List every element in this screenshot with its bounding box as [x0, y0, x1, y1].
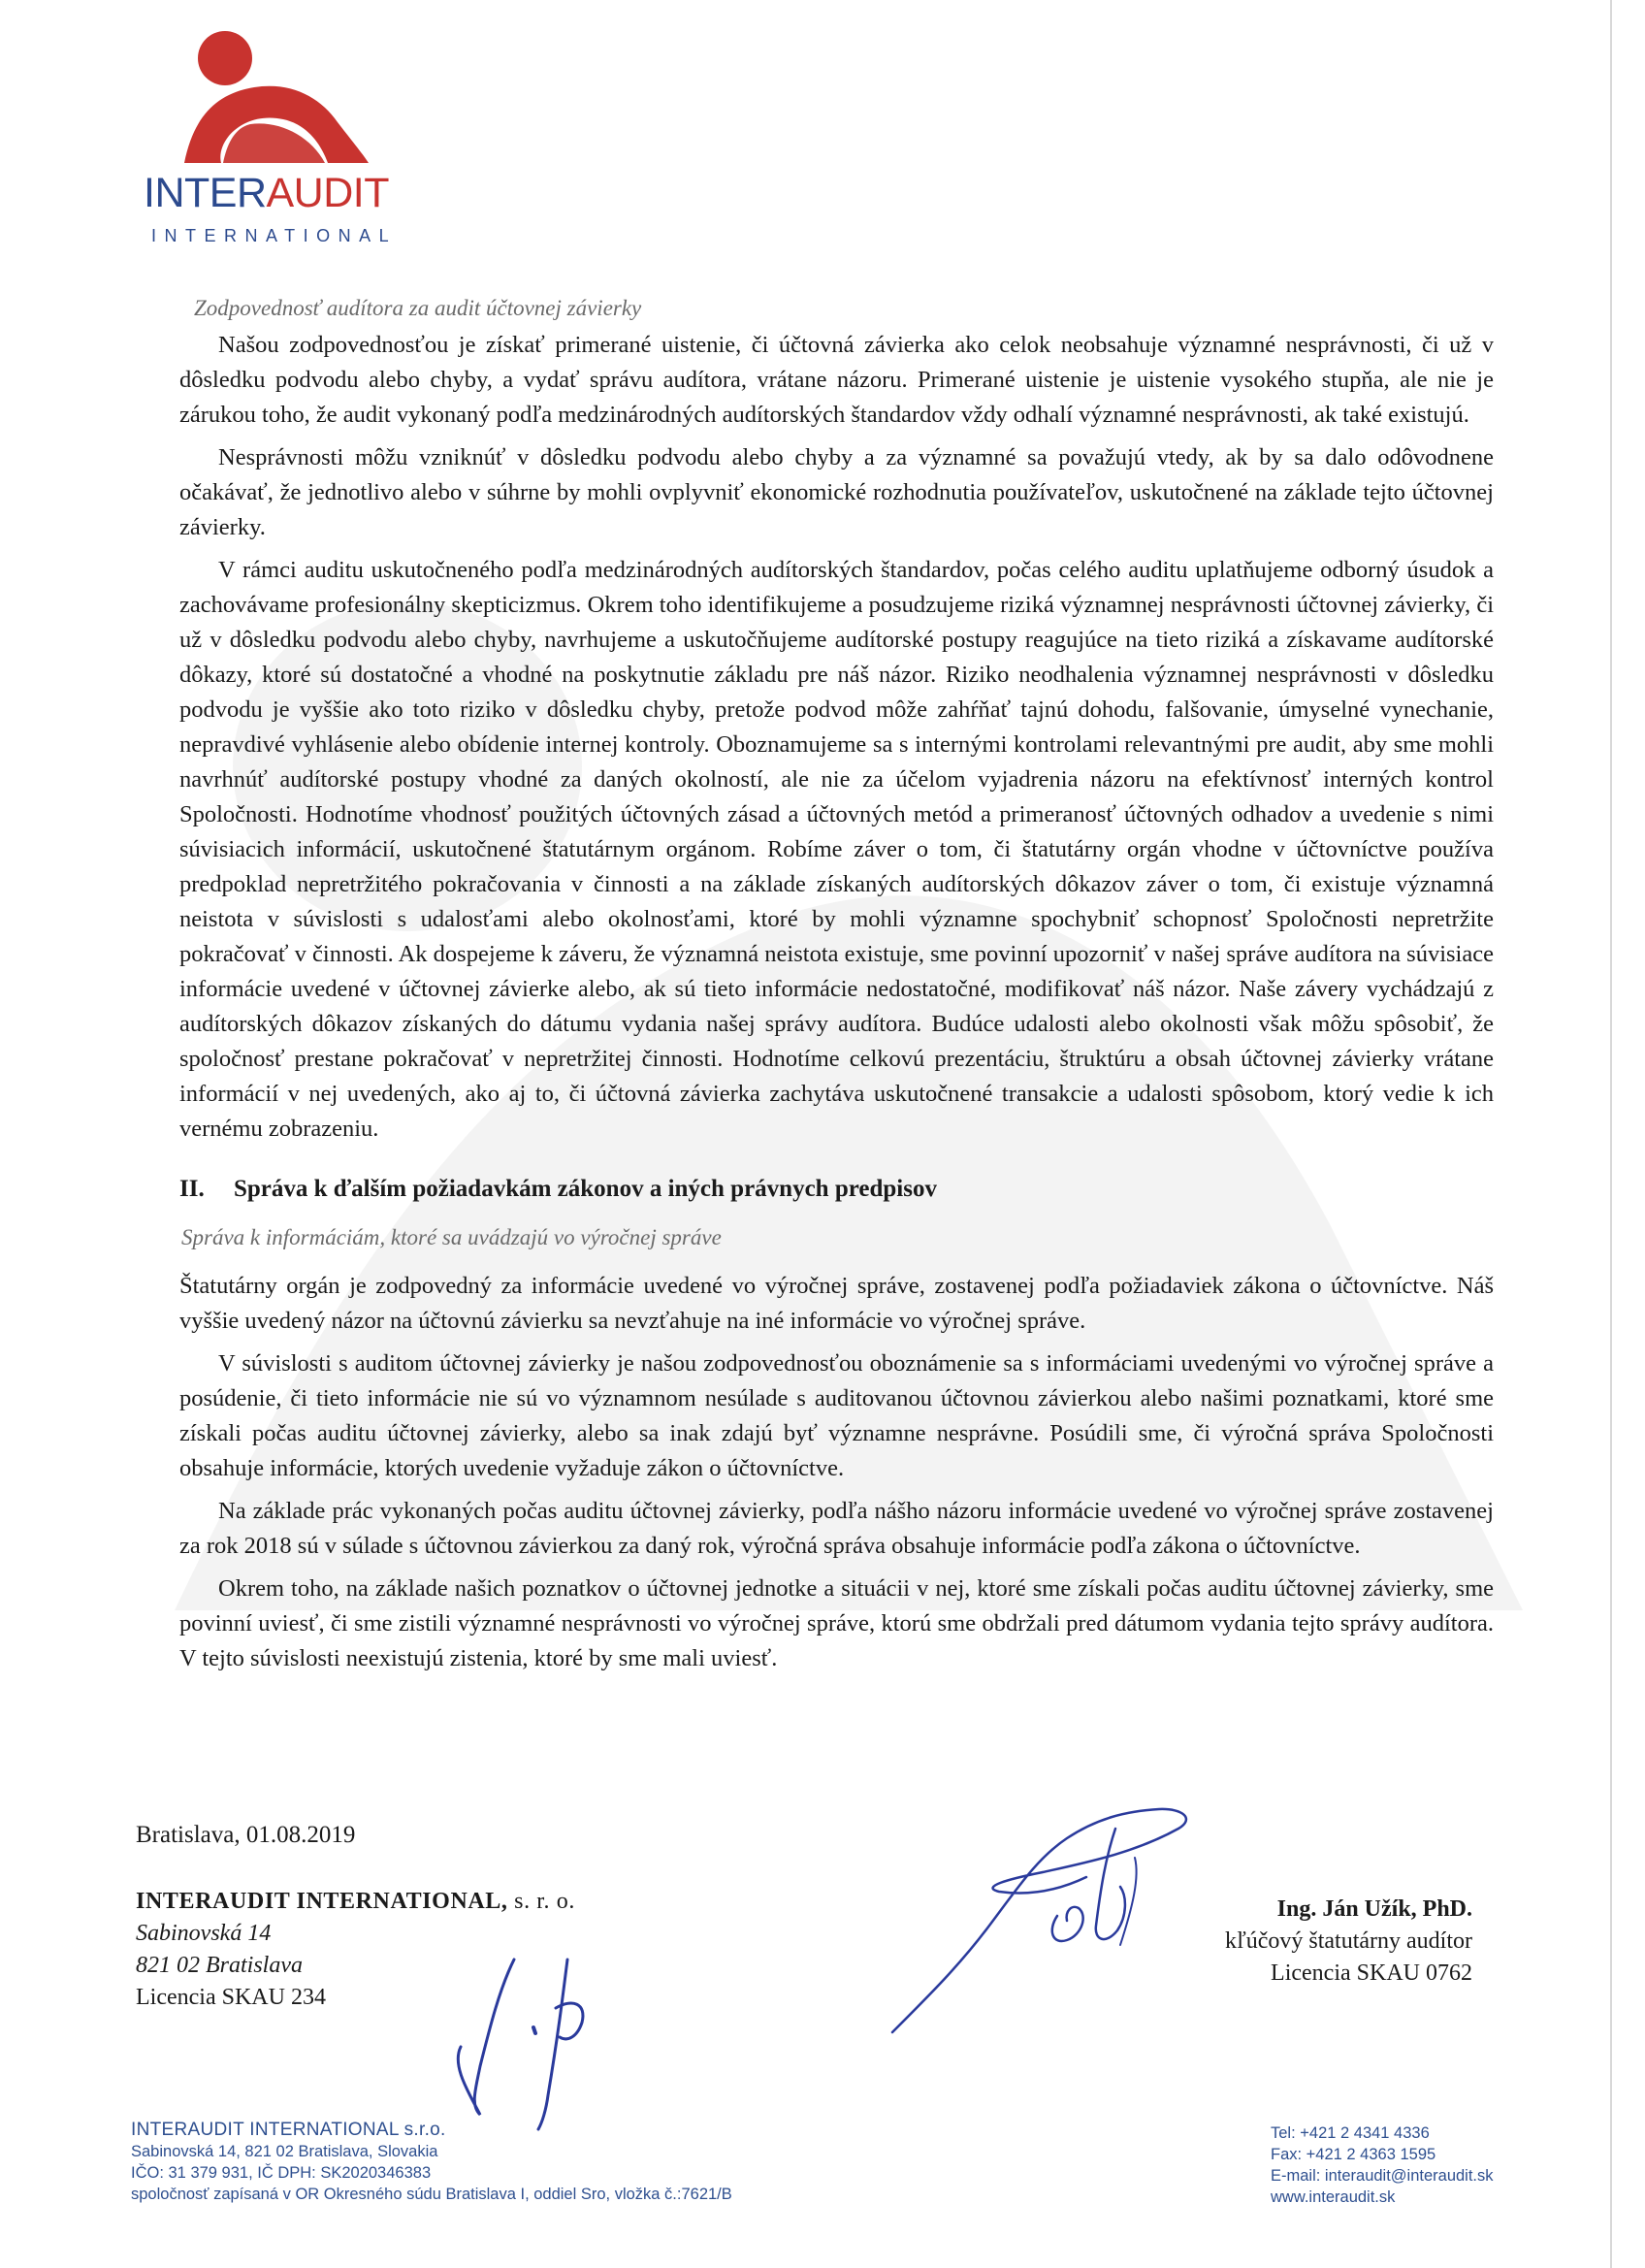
- firm-license: Licencia SKAU 234: [136, 1985, 326, 2010]
- firm-legal-suffix: s. r. o.: [514, 1889, 575, 1914]
- paragraph-text: V súvislosti s auditom účtovnej závierky je našou zodpovednosťou oboznámenie sa s informáciami uvedenými vo výročnej správe a posúdenie, či tieto informácie nie sú vo významnom nesúlade s auditovanou účtovnou závierkou alebo našimi poznatkami, ktoré sme získali počas auditu účtovnej závierky, alebo sa inak zdajú byť významne nesprávne. Posúdili sme, či výročná správa Spoločnosti obsahuje informácie, ktorých uvedenie vyžaduje zákon o účtovníctve.: [179, 1350, 1494, 1481]
- logo-subtitle: INTERNATIONAL: [151, 226, 398, 245]
- section2-paragraph: [179, 1346, 1494, 1486]
- firm-city: 821 02 Bratislava: [136, 1953, 303, 1978]
- scan-page-edge: [1610, 0, 1612, 2268]
- paragraph-text: Nesprávnosti môžu vzniknúť v dôsledku podvodu alebo chyby a za významné sa považujú vtedy, ak by sa dalo odôvodnene očakávať, že jednotlivo alebo v súhrne by mohli ovplyvniť ekonomické rozhodnutia používateľov, uskutočnené na základe tejto účtovnej závierky.: [179, 444, 1494, 540]
- auditor-signature: [873, 1799, 1203, 2042]
- section1-paragraph: [179, 440, 1494, 545]
- section2-paragraph: [179, 1494, 1494, 1564]
- auditor-license: Licencia SKAU 0762: [1271, 1960, 1472, 1986]
- section2-paragraph: [179, 1269, 1494, 1339]
- section1-paragraph: [179, 328, 1494, 433]
- firm-name-text: INTERAUDIT INTERNATIONAL,: [136, 1889, 508, 1914]
- auditor-role: kľúčový štatutárny audítor: [1224, 1928, 1472, 1954]
- logo-wordmark-audit: AUDIT: [266, 170, 389, 216]
- footer-register: spoločnosť zapísaná v OR Okresného súdu Bratislava I, oddiel Sro, vložka č.:7621/B: [131, 2186, 732, 2203]
- footer-contacts: [1271, 2122, 1494, 2208]
- firm-name: [136, 1886, 575, 1918]
- footer-address: Sabinovská 14, 821 02 Bratislava, Slovakia: [131, 2143, 438, 2160]
- auditor-block: [1225, 1894, 1472, 1990]
- section1-paragraph: [179, 553, 1494, 1147]
- audit-firm-block: [136, 1886, 575, 2014]
- section2-title-text: Správa k ďalším požiadavkám zákonov a iných právnych predpisov: [234, 1176, 937, 1202]
- paragraph-text: V rámci auditu uskutočneného podľa medzinárodných audítorských štandardov, počas celého auditu uplatňujeme odborný úsudok a zachovávame profesionálny skepticizmus. Okrem toho identifikujeme a posudzujeme riziká významnej nesprávnosti účtovnej závierky, či už v dôsledku podvodu alebo chyby, navrhujeme a uskutočňujeme audítorské postupy reagujúce na tieto riziká a získavame audítorské dôkazy, ktoré sú dostatočné a vhodné na poskytnutie základu pre náš názor. Riziko neodhalenia významnej nesprávnosti v dôsledku podvodu je vyššie ako toto riziko v dôsledku chyby, pretože podvod môže zahŕňať tajnú dohodu, falšovanie, úmyselné vynechanie, nepravdivé vyhlásenie alebo obídenie internej kontroly. Oboznamujeme sa s internými kontrolami relevantnými pre audit, aby sme mohli navrhnúť audítorské postupy vhodné za daných okolností, ale nie za účelom vyjadrenia názoru na efektívnosť interných kontrol Spoločnosti. Hodnotíme vhodnosť použitých účtovných zásad a účtovných metód a primeranosť účtovných odhadov a uvedenie s nimi súvisiacich informácií, uskutočnené štatutárnym orgánom. Robíme záver o tom, či štatutárny orgán vhodne v účtovníctve používa predpoklad nepretržitého pokračovania v činnosti a na základe získaných audítorských dôkazov záver o tom, či existuje významná neistota v súvislosti s udalosťami alebo okolnosťami, ktoré by mohli významne spochybniť schopnosť Spoločnosti nepretržite pokračovať v činnosti. Ak dospejeme k záveru, že významná neistota existuje, sme povinní upozorniť v našej správe audítora na súvisiace informácie uvedené v účtovnej závierke alebo, ak sú tieto informácie nedostatočné, modifikovať náš názor. Naše závery vychádzajú z audítorských dôkazov získaných do dátumu vydania našej správy audítora. Budúce udalosti alebo okolnosti však môžu spôsobiť, že spoločnosť prestane pokračovať v nepretržitej činnosti. Hodnotíme celkovú prezentáciu, štruktúru a obsah účtovnej závierky vrátane informácií v nej uvedených, ako aj to, či účtovná závierka zachytáva uskutočnené transakcie a udalosti spôsobom, ktorý vedie k ich vernému zobrazeniu.: [179, 557, 1494, 1142]
- company-logo: [136, 27, 417, 245]
- paragraph-text: Štatutárny orgán je zodpovedný za informácie uvedené vo výročnej správe, zostavenej podľa požiadaviek zákona o účtovníctve. Náš vyššie uvedený názor na účtovnú závierku sa nevzťahuje na iné informácie vo výročnej správe.: [179, 1273, 1494, 1334]
- auditor-name: Ing. Ján Užík, PhD.: [1276, 1896, 1472, 1922]
- footer-company-name: INTERAUDIT INTERNATIONAL s.r.o.: [131, 2120, 446, 2140]
- firm-street: Sabinovská 14: [136, 1921, 272, 1946]
- logo-mark-icon: [165, 27, 369, 163]
- section2-paragraph: [179, 1571, 1494, 1676]
- report-body: [179, 291, 1494, 1684]
- footer-phone: Tel: +421 2 4341 4336: [1271, 2124, 1430, 2142]
- section2-subheading: Správa k informáciám, ktoré sa uvádzajú vo výročnej správe: [181, 1225, 722, 1249]
- section2-title: [179, 1172, 1494, 1207]
- place-and-date: Bratislava, 01.08.2019: [136, 1822, 356, 1848]
- section1-subheading: Zodpovednosť audítora za audit účtovnej závierky: [194, 296, 642, 320]
- logo-wordmark-inter: INTER: [144, 170, 267, 216]
- paragraph-text: Na základe prác vykonaných počas auditu účtovnej závierky, podľa nášho názoru informácie uvedené vo výročnej správe zostavenej za rok 2018 sú v súlade s účtovnou závierkou za daný rok, výročná správa obsahuje informácie podľa zákona o účtovníctve.: [179, 1498, 1494, 1559]
- footer-company-info: [131, 2120, 732, 2205]
- paragraph-text: Našou zodpovednosťou je získať primerané uistenie, či účtovná závierka ako celok neobsahuje významné nesprávnosti, či už v dôsledku podvodu alebo chyby, a vydať správu audítora, vrátane názoru. Primerané uistenie je uistenie vysokého stupňa, ale nie je zárukou toho, že audit vykonaný podľa medzinárodných audítorských štandardov vždy odhalí významné nesprávnosti, ak také existujú.: [179, 332, 1494, 428]
- footer-website[interactable]: www.interaudit.sk: [1271, 2188, 1396, 2206]
- footer-ids: IČO: 31 379 931, IČ DPH: SK2020346383: [131, 2164, 432, 2182]
- section2-number: II.: [179, 1176, 205, 1202]
- footer-fax: Fax: +421 2 4363 1595: [1271, 2146, 1436, 2163]
- paragraph-text: Okrem toho, na základe našich poznatkov o účtovnej jednotke a situácii v nej, ktoré sme získali počas auditu účtovnej závierky, sme povinní uviesť, či sme zistili významné nesprávnosti vo výročnej správe, ktorú sme obdržali pred dátumom vydania tejto správy audítora. V tejto súvislosti neexistujú zistenia, ktoré by sme mali uviesť.: [179, 1575, 1494, 1671]
- footer-email[interactable]: E-mail: interaudit@interaudit.sk: [1271, 2167, 1494, 2185]
- logo-wordmark: [144, 170, 415, 216]
